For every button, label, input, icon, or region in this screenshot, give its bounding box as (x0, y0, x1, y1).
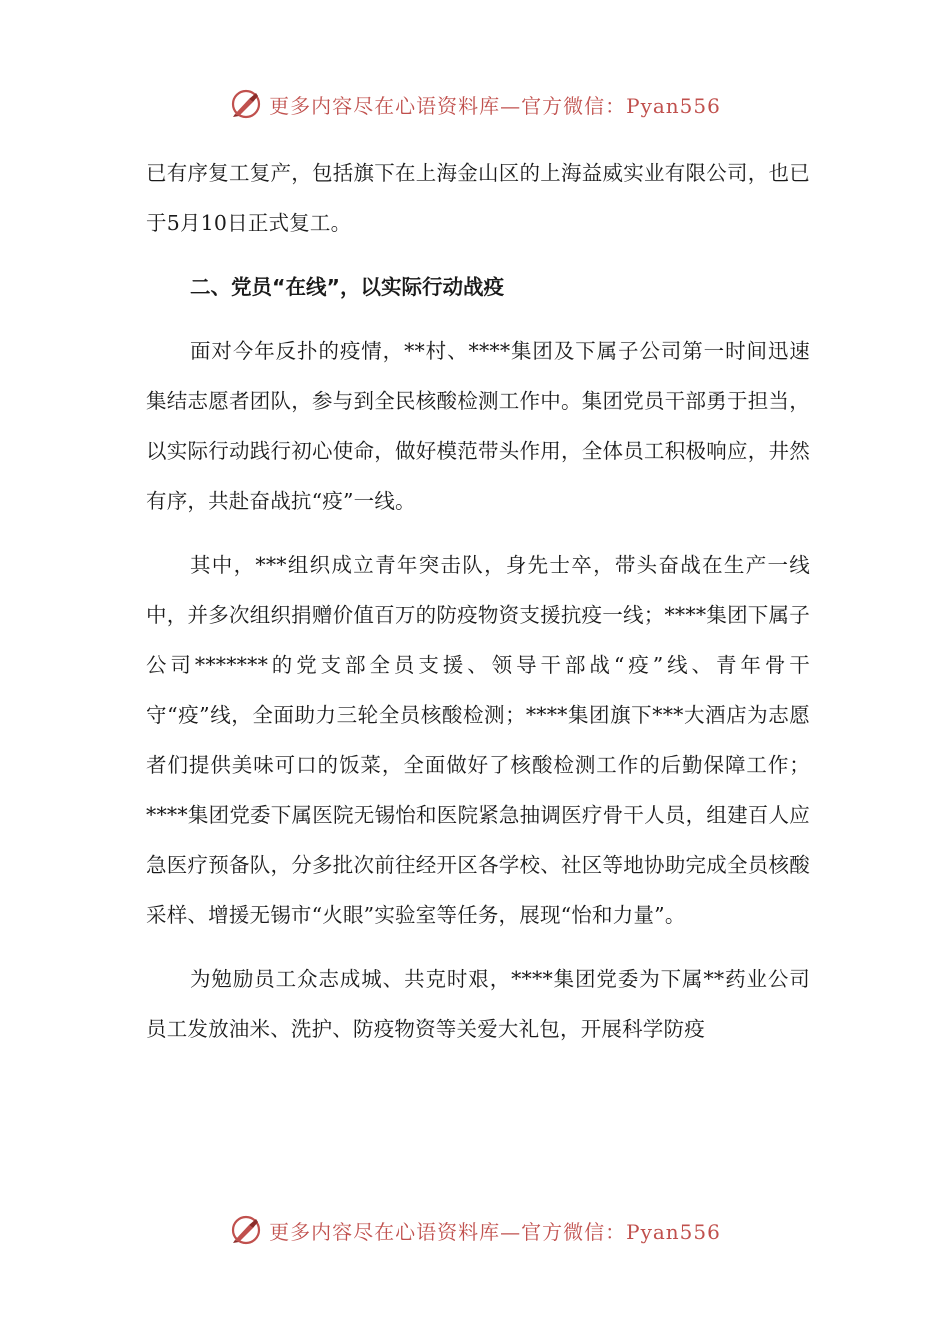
body-paragraph: 面对今年反扑的疫情，**村、****集团及下属子公司第一时间迅速集结志愿者团队，参与到全民核酸检测工作中。集团党员干部勇于担当，以实际行动践行初心使命，做好模范带头作用，全体员工积极响应，井然有序，共赴奋战抗“疫”一线。 (146, 339, 810, 513)
pen-logo-icon (229, 1213, 263, 1247)
section-heading: 二、党员“在线”，以实际行动战疫 (190, 275, 504, 299)
banner-text: 更多内容尽在心语资料库—官方微信：Pyan556 (269, 93, 721, 118)
body-paragraph: 其中，***组织成立青年突击队，身先士卒，带头奋战在生产一线中，并多次组织捐赠价值百万的防疫物资支援抗疫一线；****集团下属子公司*******的党支部全员支援、领导干部战“疫”线、青年骨干守“疫”线，全面助力三轮全员核酸检测；****集团旗下***大酒店为志愿者们提供美味可口的饭菜，全面做好了核酸检测工作的后勤保障工作；****集团党委下属医院无锡怡和医院紧急抽调医疗骨干人员，组建百人应急医疗预备队，分多批次前往经开区各学校、社区等地协助完成全员核酸采样、增援无锡市“火眼”实验室等任务，展现“怡和力量”。 (146, 553, 810, 927)
header-banner (0, 84, 950, 124)
body-paragraph: 为勉励员工众志成城、共克时艰，****集团党委为下属**药业公司员工发放油米、洗护、防疫物资等关爱大礼包，开展科学防疫 (146, 967, 810, 1041)
pen-logo-icon (229, 87, 263, 121)
banner-text: 更多内容尽在心语资料库—官方微信：Pyan556 (269, 1219, 721, 1244)
document-body (146, 148, 810, 1054)
footer-banner (0, 1210, 950, 1250)
continued-paragraph: 已有序复工复产，包括旗下在上海金山区的上海益威实业有限公司，也已于5月10日正式复工。 (146, 161, 810, 235)
